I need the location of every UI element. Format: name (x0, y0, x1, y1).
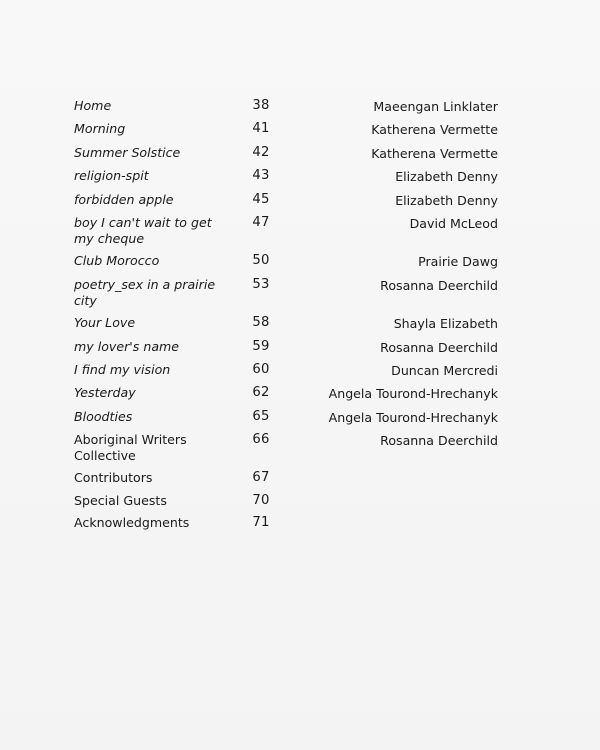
toc-entry-page: 42 (252, 144, 270, 160)
table-of-contents (74, 98, 498, 538)
toc-entry-page: 70 (252, 492, 270, 508)
toc-entry-page: 71 (252, 515, 270, 531)
toc-entry-page: 59 (252, 338, 270, 354)
toc-entry-author: Shayla Elizabeth (393, 316, 498, 332)
toc-entry-title: my lover's name (74, 338, 180, 354)
toc-entry (74, 315, 498, 332)
toc-entry-title: forbidden apple (74, 191, 174, 207)
toc-entry (74, 121, 498, 138)
toc-entry-page: 58 (252, 315, 270, 331)
toc-entry-page: 53 (252, 276, 270, 292)
toc-entry-author: Katherena Vermette (371, 145, 498, 161)
toc-entry (74, 470, 498, 486)
toc-entry (74, 98, 498, 115)
toc-entry-page: 62 (252, 385, 270, 401)
toc-entry-title: Summer Solstice (74, 144, 181, 160)
toc-entry-title: Acknowledgments (74, 515, 190, 531)
toc-entry-author: Rosanna Deerchild (380, 339, 498, 355)
toc-entry-author: Duncan Mercredi (391, 362, 498, 378)
toc-entry (74, 253, 498, 270)
toc-entry-author: David McLeod (409, 215, 498, 231)
toc-entry-page: 47 (252, 214, 270, 230)
toc-entry (74, 168, 498, 185)
toc-entry (74, 192, 498, 209)
toc-entry (74, 362, 498, 379)
toc-entry-title: Club Morocco (74, 253, 160, 269)
toc-entry-page: 43 (252, 168, 270, 184)
toc-entry-page: 50 (252, 253, 270, 269)
toc-entry-author: Elizabeth Denny (395, 192, 498, 208)
toc-entry (74, 215, 498, 247)
toc-entry-author (296, 493, 498, 494)
toc-entry-title: Yesterday (74, 385, 136, 401)
toc-entry-author (296, 515, 498, 516)
toc-entry (74, 339, 498, 356)
toc-entry-title: Home (74, 98, 112, 113)
toc-entry-author (296, 470, 498, 471)
toc-entry-title: Morning (74, 121, 126, 137)
toc-entry-page: 41 (252, 121, 270, 137)
toc-entry-author: Katherena Vermette (371, 122, 498, 138)
toc-entry-author: Angela Tourond-Hrechanyk (328, 386, 498, 402)
toc-entry-title: Contributors (74, 470, 153, 486)
toc-entry-author: Elizabeth Denny (395, 169, 498, 185)
toc-entry-author: Prairie Dawg (418, 254, 498, 270)
toc-entry-page: 38 (252, 98, 270, 113)
toc-entry-author: Rosanna Deerchild (380, 277, 498, 293)
toc-entry (74, 385, 498, 402)
toc-entry (74, 145, 498, 162)
toc-entry-page: 60 (252, 361, 270, 377)
toc-entry-title: Aboriginal Writers Collective (74, 432, 187, 464)
toc-entry-author: Angela Tourond-Hrechanyk (328, 409, 498, 425)
toc-entry-author: Maeengan Linklater (373, 99, 498, 114)
toc-entry-title: I find my vision (74, 361, 171, 377)
toc-entry-page: 67 (252, 470, 270, 486)
toc-entry-title: Special Guests (74, 492, 167, 508)
toc-entry-title: Your Love (74, 315, 136, 331)
toc-entry (74, 409, 498, 426)
toc-entry (74, 277, 498, 309)
toc-entry-title: Bloodties (74, 408, 133, 424)
toc-entry-title: religion-spit (74, 168, 149, 184)
toc-entry (74, 493, 498, 509)
toc-entry (74, 432, 498, 464)
toc-entry (74, 515, 498, 531)
toc-entry-title: boy I can't wait to get my cheque (74, 214, 212, 246)
toc-entry-author: Rosanna Deerchild (380, 433, 498, 449)
toc-entry-page: 65 (252, 408, 270, 424)
toc-entry-page: 66 (252, 432, 270, 448)
toc-entry-title: poetry_sex in a prairie city (74, 276, 216, 308)
toc-entry-page: 45 (252, 191, 270, 207)
